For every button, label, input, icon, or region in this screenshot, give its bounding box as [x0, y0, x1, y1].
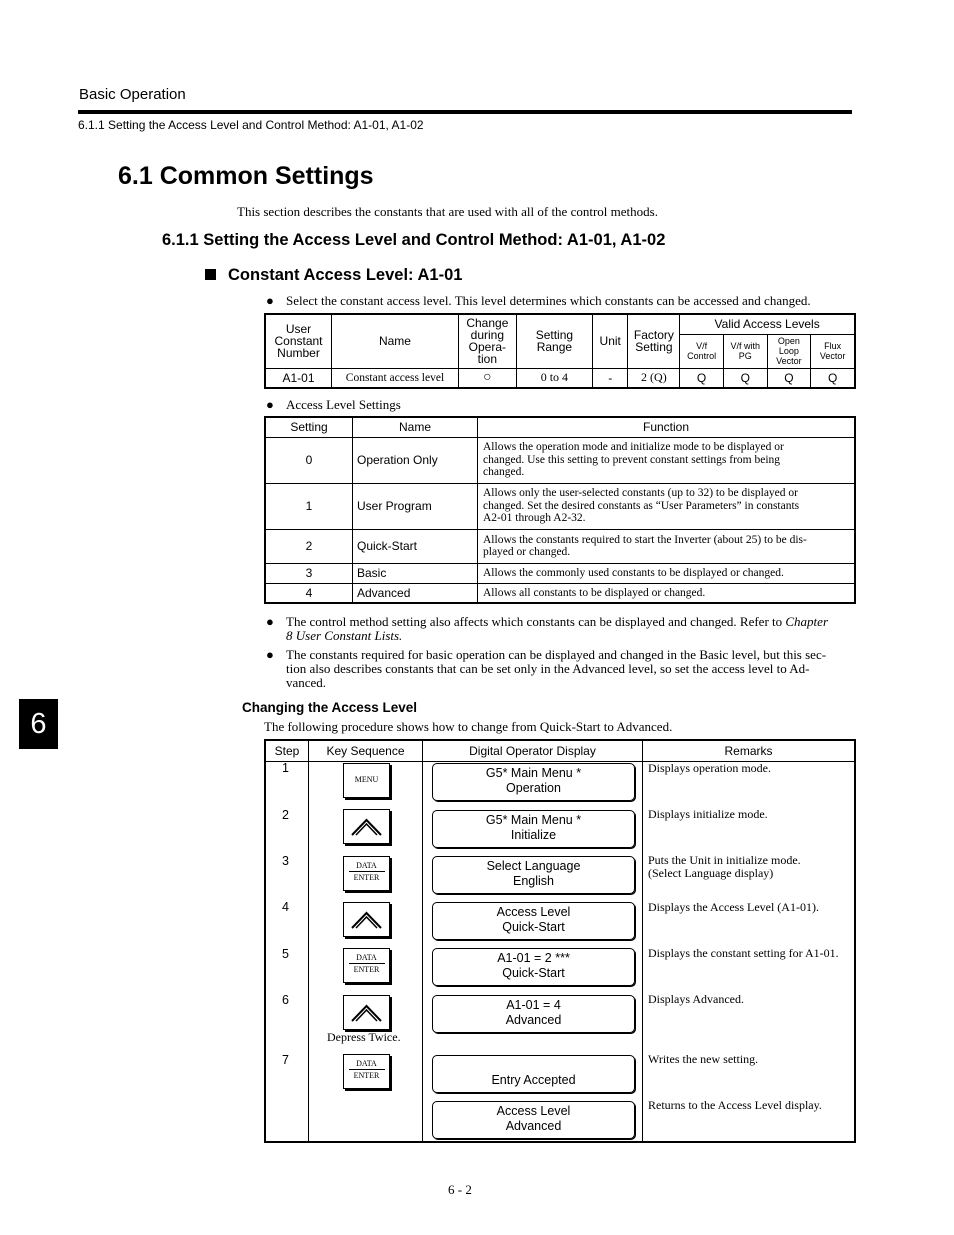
- remark: Displays Advanced.: [648, 992, 744, 1006]
- cell-name: Quick-Start: [353, 529, 478, 563]
- col-header-setting: Setting: [265, 417, 353, 437]
- cell-function: Allows only the user-selected constants (up to 32) to be displayed or changed. Set the desired constants as “User Parameters” in constants A2-01 through A2-32.: [478, 483, 856, 529]
- constant-table: [264, 313, 856, 389]
- cell-setting: 1: [265, 483, 353, 529]
- step-number: 4: [282, 900, 289, 914]
- cell-number: A1-01: [265, 368, 332, 388]
- constant-heading: [205, 266, 462, 285]
- col-header-unit: Unit: [592, 314, 628, 368]
- cell-vf: Q: [680, 368, 724, 388]
- cell-unit: -: [592, 368, 628, 388]
- col-header-vfpg: V/f with PG: [723, 334, 767, 368]
- cell-range: 0 to 4: [516, 368, 592, 388]
- data-label: DATA: [356, 953, 377, 962]
- cell-function: Allows the constants required to start the Inverter (about 25) to be dis- played or changed.: [478, 529, 856, 563]
- remark: Writes the new setting.: [648, 1052, 759, 1066]
- section-title: 6.1 Common Settings: [118, 162, 374, 190]
- cell-factory: 2 (Q): [628, 368, 680, 388]
- col-header-valid-levels: Valid Access Levels: [680, 314, 855, 334]
- cell-setting: 3: [265, 563, 353, 583]
- bullet-icon: ●: [266, 397, 274, 412]
- cell-olv: Q: [767, 368, 811, 388]
- operator-display: G5* Main Menu * Operation: [432, 763, 635, 801]
- bullet-text: Select the constant access level. This level determines which constants can be accessed and changed.: [286, 293, 811, 308]
- chapter-tab: 6: [19, 699, 58, 749]
- bullet-icon: ●: [266, 647, 274, 662]
- operator-display: A1-01 = 4 Advanced: [432, 995, 635, 1033]
- square-bullet-icon: [205, 269, 216, 280]
- bullet-icon: ●: [266, 614, 274, 629]
- remark: Puts the Unit in initialize mode. (Select Language display): [648, 853, 801, 880]
- col-header-name: Name: [332, 314, 459, 368]
- operator-display: A1-01 = 2 *** Quick-Start: [432, 948, 635, 986]
- table-row: [265, 529, 855, 563]
- up-arrow-icon: [344, 996, 389, 1029]
- col-header-step: Step: [265, 740, 309, 762]
- intro-paragraph: This section describes the constants that are used with all of the control methods.: [237, 204, 658, 219]
- up-arrow-icon: [344, 810, 389, 843]
- key-divider: [349, 871, 385, 872]
- key-divider: [349, 1069, 385, 1070]
- remark: Displays initialize mode.: [648, 807, 768, 821]
- col-header-change: Change during Opera- tion: [458, 314, 516, 368]
- cell-flux: Q: [811, 368, 855, 388]
- operator-display: Access Level Quick-Start: [432, 902, 635, 940]
- remark: Displays the Access Level (A1-01).: [648, 900, 819, 914]
- header-rule: [78, 110, 852, 114]
- operator-display: Entry Accepted: [432, 1055, 635, 1093]
- bullet-text: The constants required for basic operation can be displayed and changed in the Basic level, but this sec- tion also describes constants that can be set only in the Advanced level, so set the access level to Ad- vanced.: [286, 647, 827, 690]
- step-number: 5: [282, 947, 289, 961]
- running-subheader: 6.1.1 Setting the Access Level and Control Method: A1-01, A1-02: [78, 118, 424, 132]
- table-row: [265, 563, 855, 583]
- bullet-text: The control method setting also affects which constants can be displayed and changed. Refer to Chapter 8 User Constant Lists.: [286, 614, 829, 643]
- up-key[interactable]: [343, 995, 390, 1030]
- enter-label: ENTER: [353, 965, 380, 974]
- menu-key-label: MENU: [354, 775, 379, 784]
- enter-label: ENTER: [353, 1071, 380, 1080]
- remark: Displays operation mode.: [648, 761, 771, 775]
- cell-name: Constant access level: [332, 368, 459, 388]
- procedure-heading: Changing the Access Level: [242, 700, 418, 715]
- up-arrow-icon: [344, 903, 389, 936]
- cell-name: Operation Only: [353, 437, 478, 483]
- data-label: DATA: [356, 861, 377, 870]
- cell-name: Basic: [353, 563, 478, 583]
- data-enter-key[interactable]: [343, 948, 390, 983]
- col-header-number: User Constant Number: [265, 314, 332, 368]
- col-header-key-sequence: Key Sequence: [309, 740, 423, 762]
- running-header: Basic Operation: [79, 86, 186, 103]
- cell-name: User Program: [353, 483, 478, 529]
- operator-display: Select Language English: [432, 856, 635, 894]
- bullet-text: Access Level Settings: [286, 397, 401, 412]
- col-header-function: Function: [478, 417, 856, 437]
- table-row: [265, 437, 855, 483]
- cell-name: Advanced: [353, 583, 478, 603]
- col-header-flux: Flux Vector: [811, 334, 855, 368]
- data-enter-key[interactable]: [343, 856, 390, 891]
- cell-change: ○: [458, 368, 516, 388]
- cell-function: Allows all constants to be displayed or changed.: [478, 583, 856, 603]
- cell-function: Allows the commonly used constants to be displayed or changed.: [478, 563, 856, 583]
- remark: Returns to the Access Level display.: [648, 1098, 822, 1112]
- menu-key[interactable]: [343, 763, 390, 798]
- step-number: 2: [282, 808, 289, 822]
- remark: Displays the constant setting for A1-01.: [648, 946, 839, 960]
- enter-label: ENTER: [353, 873, 380, 882]
- step-number: 3: [282, 854, 289, 868]
- cell-setting: 4: [265, 583, 353, 603]
- cell-function: Allows the operation mode and initialize mode to be displayed or changed. Use this setting to prevent constant settings from being changed.: [478, 437, 856, 483]
- col-header-name: Name: [353, 417, 478, 437]
- up-key[interactable]: [343, 809, 390, 844]
- table-row: [265, 483, 855, 529]
- data-enter-key[interactable]: [343, 1054, 390, 1089]
- col-header-remarks: Remarks: [643, 740, 856, 762]
- data-label: DATA: [356, 1059, 377, 1068]
- operator-display: Access Level Advanced: [432, 1101, 635, 1139]
- access-level-table: [264, 416, 856, 604]
- cell-setting: 0: [265, 437, 353, 483]
- page-number: 6 - 2: [448, 1182, 472, 1197]
- step-number: 1: [282, 761, 289, 775]
- col-header-factory: Factory Setting: [628, 314, 680, 368]
- table-row: [265, 583, 855, 603]
- subsection-title: 6.1.1 Setting the Access Level and Control Method: A1-01, A1-02: [162, 231, 666, 249]
- col-header-display: Digital Operator Display: [423, 740, 643, 762]
- depress-twice-note: Depress Twice.: [327, 1030, 401, 1044]
- operator-display: G5* Main Menu * Initialize: [432, 810, 635, 848]
- col-header-range: Setting Range: [516, 314, 592, 368]
- step-number: 6: [282, 993, 289, 1007]
- cell-vfpg: Q: [723, 368, 767, 388]
- key-divider: [349, 963, 385, 964]
- procedure-intro: The following procedure shows how to change from Quick-Start to Advanced.: [264, 719, 673, 734]
- col-header-vf: V/f Control: [680, 334, 724, 368]
- col-header-olv: Open Loop Vector: [767, 334, 811, 368]
- up-key[interactable]: [343, 902, 390, 937]
- constant-heading-text: Constant Access Level: A1-01: [228, 266, 463, 284]
- bullet-icon: ●: [266, 293, 274, 308]
- step-number: 7: [282, 1053, 289, 1067]
- cell-setting: 2: [265, 529, 353, 563]
